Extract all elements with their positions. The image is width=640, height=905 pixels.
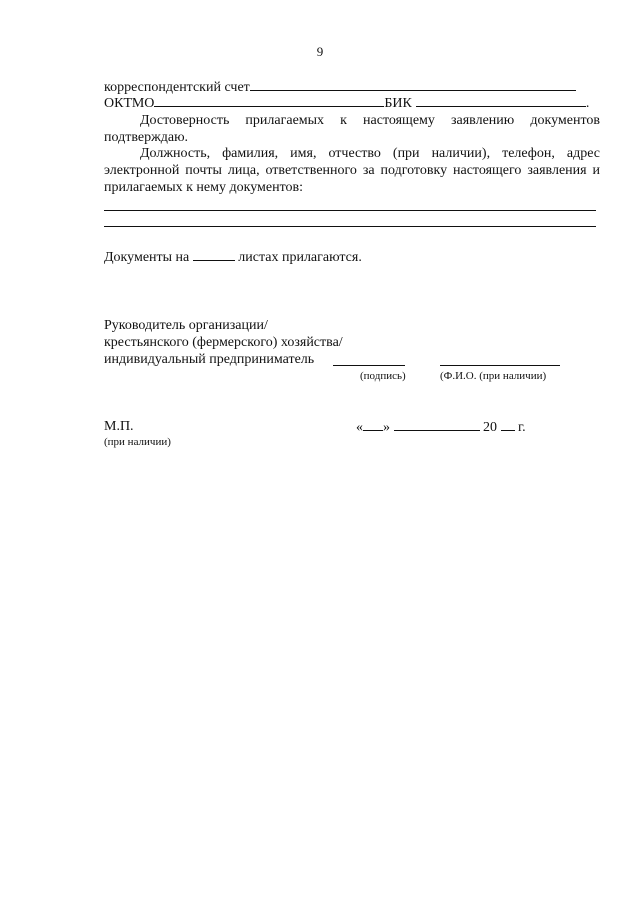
responsible-person-line-1[interactable] [104,210,596,211]
responsible-person-text: Должность, фамилия, имя, отчество (при наличии), телефон, адрес электронной почты лица, ответственного за подготовку настоящего заявления и прилагаемых к нему документов: [104,146,600,195]
date-row [356,418,526,436]
name-field[interactable] [440,365,560,366]
trailing-dot: . [585,96,590,111]
documents-row [104,248,362,266]
bik-field[interactable] [416,94,586,107]
date-year-field[interactable] [501,418,515,431]
oktmo-field[interactable] [154,94,384,107]
corr-account-label: корреспондентский счет [104,80,250,95]
name-caption: (Ф.И.О. (при наличии) [440,370,547,382]
oktmo-bik-row [104,94,589,112]
page-number: 9 [316,44,324,59]
signatory-line-3: индивидуальный предприниматель [104,352,315,367]
stamp-label: М.П. [104,419,134,434]
date-day-field[interactable] [363,418,383,431]
oktmo-label: ОКТМО [104,96,155,111]
signatory-line-2: крестьянского (фермерского) хозяйства/ [104,335,343,350]
responsible-person-line-2[interactable] [104,226,596,227]
signature-caption: (подпись) [360,370,406,382]
stamp-note: (при наличии) [104,436,171,448]
signature-field[interactable] [333,365,405,366]
date-century: 20 [483,420,497,435]
documents-count-field[interactable] [193,248,235,261]
documents-suffix: листах прилагаются. [238,250,362,265]
date-close-quote: » [383,420,390,435]
date-month-field[interactable] [394,418,480,431]
corr-account-field[interactable] [250,78,576,91]
bik-label: БИК [384,96,412,111]
documents-prefix: Документы на [104,250,190,265]
signatory-line-1: Руководитель организации/ [104,318,268,333]
certification-text: Достоверность прилагаемых к настоящему заявлению документов подтверждаю. [104,113,600,145]
date-year-suffix: г. [518,420,526,435]
date-open-quote: « [356,420,363,435]
